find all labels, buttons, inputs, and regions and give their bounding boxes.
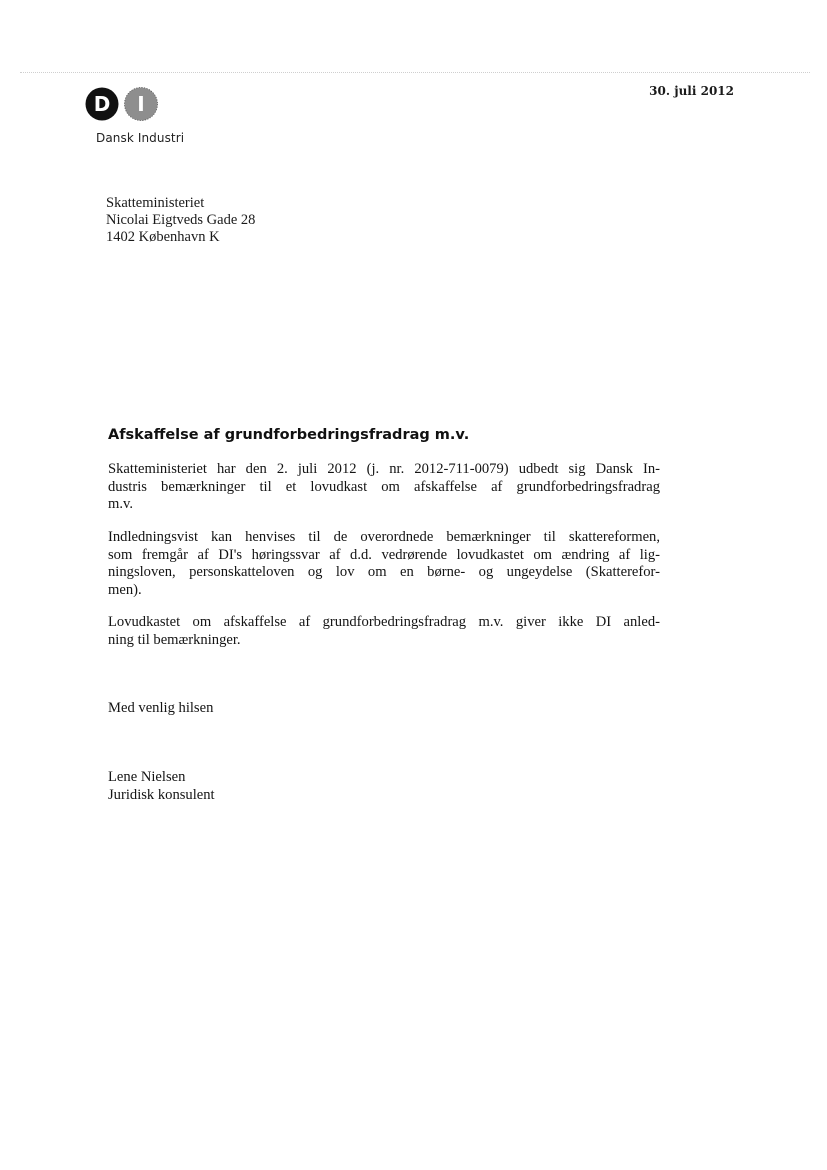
paragraph-line: ningsloven, personskatteloven og lov om en børne- og ungeydelse (Skatterefor- (108, 564, 660, 580)
letter-date: 30. juli 2012 (649, 84, 734, 98)
scan-artifact-line (20, 72, 810, 73)
paragraph-line: m.v. (108, 496, 133, 512)
body-paragraph (108, 461, 660, 514)
paragraph-line: men). (108, 581, 142, 598)
signature-block (108, 769, 215, 804)
letter-subject: Afskaffelse af grundforbedringsfradrag m.v. (108, 427, 470, 443)
recipient-address (106, 195, 255, 246)
organization-name: Dansk Industri (96, 131, 185, 145)
paragraph-line: dustris bemærkninger til et lovudkast om afskaffelse af grundforbedringsfradrag (108, 478, 660, 495)
recipient-line: 1402 København K (106, 229, 220, 245)
paragraph-line: som fremgår af DI's høringssvar af d.d. vedrørende lovudkastet om ændring af lig- (108, 546, 660, 563)
body-paragraph (108, 529, 660, 599)
logo-letter-i: I (137, 92, 145, 116)
recipient-line: Nicolai Eigtveds Gade 28 (106, 212, 256, 228)
paragraph-line: ning til bemærkninger. (108, 631, 241, 648)
recipient-line: Skatteministeriet (106, 195, 205, 211)
paragraph-line: Lovudkastet om afskaffelse af grundforbedringsfradrag m.v. giver ikke DI anled- (108, 614, 660, 630)
signatory-title: Juridisk konsulent (108, 786, 215, 803)
body-paragraph (108, 614, 660, 649)
paragraph-line: Indledningsvist kan henvises til de overordnede bemærkninger til skattereformen, (108, 529, 660, 545)
signatory-name: Lene Nielsen (108, 769, 186, 785)
paragraph-line: Skatteministeriet har den 2. juli 2012 (j. nr. 2012-711-0079) udbedt sig Dansk In- (108, 461, 660, 477)
closing-salutation: Med venlig hilsen (108, 700, 214, 716)
dansk-industri-logo (85, 87, 165, 121)
logo-letter-d: D (93, 92, 111, 116)
